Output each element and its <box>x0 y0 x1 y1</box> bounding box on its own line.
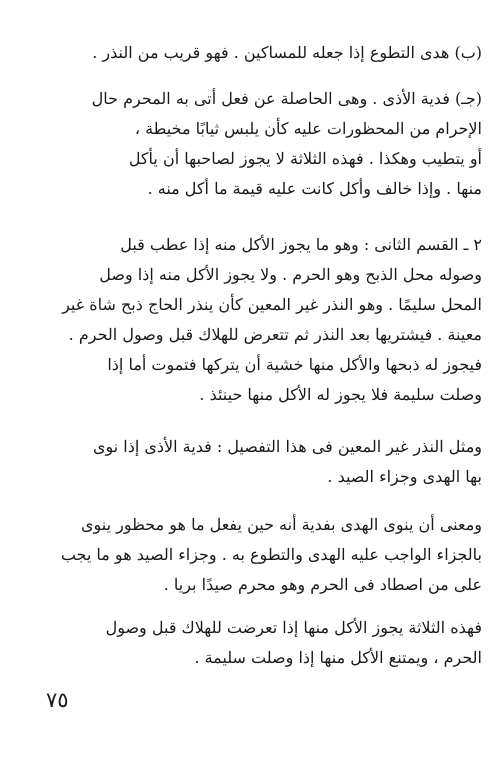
paragraph-conclusion <box>30 613 482 673</box>
text-line: (جـ) فدية الأذى . وهى الحاصلة عن فعل أتى به المحرم حال <box>91 89 482 108</box>
text-line: ومعنى أن ينوى الهدى بفدية أنه حين يفعل ما هو محظور ينوى <box>81 515 482 534</box>
paragraph-section-two <box>30 230 482 410</box>
paragraph-example <box>30 432 482 492</box>
text-line: (ب) هدى التطوع إذا جعله للمساكين . فهو قريب من النذر . <box>92 43 482 62</box>
page-number: ٧٥ <box>46 688 69 712</box>
text-line: فهذه الثلاثة يجوز الأكل منها إذا تعرضت للهلاك قبل وصول <box>105 618 482 637</box>
text-line: ٢ ـ القسم الثانى : وهو ما يجوز الأكل منه إذا عطب قبل <box>120 235 482 254</box>
text-line: وصوله محل الذبح وهو الحرم . ولا يجوز الأكل منه إذا وصل <box>99 265 482 284</box>
paragraph-meaning <box>30 510 482 600</box>
text-line: وصلت سليمة فلا يجوز له الأكل منها حينئذ . <box>199 385 482 404</box>
text-line: منها . وإذا خالف وأكل كانت عليه قيمة ما أكل منه . <box>147 179 482 198</box>
text-line: بالجزاء الواجب عليه الهدى والتطوع به . وجزاء الصيد هو ما يجب <box>60 545 482 564</box>
paragraph-fidyat-al-adha <box>30 84 482 204</box>
text-line: الحرم ، ويمتنع الأكل منها إذا وصلت سليمة . <box>194 648 482 667</box>
paragraph-hady-tatawwu <box>30 38 482 68</box>
text-line: المحل سليمًا . وهو النذر غير المعين كأن ينذر الحاج ذبح شاة غير <box>62 295 482 314</box>
text-line: بها الهدى وجزاء الصيد . <box>327 467 482 486</box>
text-line: على من اصطاد فى الحرم وهو محرم صيدًا بريا . <box>163 575 482 594</box>
text-line: الإحرام من المحظورات عليه كأن يلبس ثيابًا مخيطة ، <box>134 119 482 138</box>
text-line: فيجوز له ذبحها والأكل منها خشية أن يتركها فتموت أما إذا <box>107 355 482 374</box>
text-line: معينة . فيشتريها بعد النذر ثم تتعرض للهلاك قبل وصول الحرم . <box>68 325 482 344</box>
text-line: أو يتطيب وهكذا . فهذه الثلاثة لا يجوز لصاحبها أن يأكل <box>128 149 482 168</box>
text-line: ومثل النذر غير المعين فى هذا التفصيل : فدية الأذى إذا نوى <box>92 437 482 456</box>
